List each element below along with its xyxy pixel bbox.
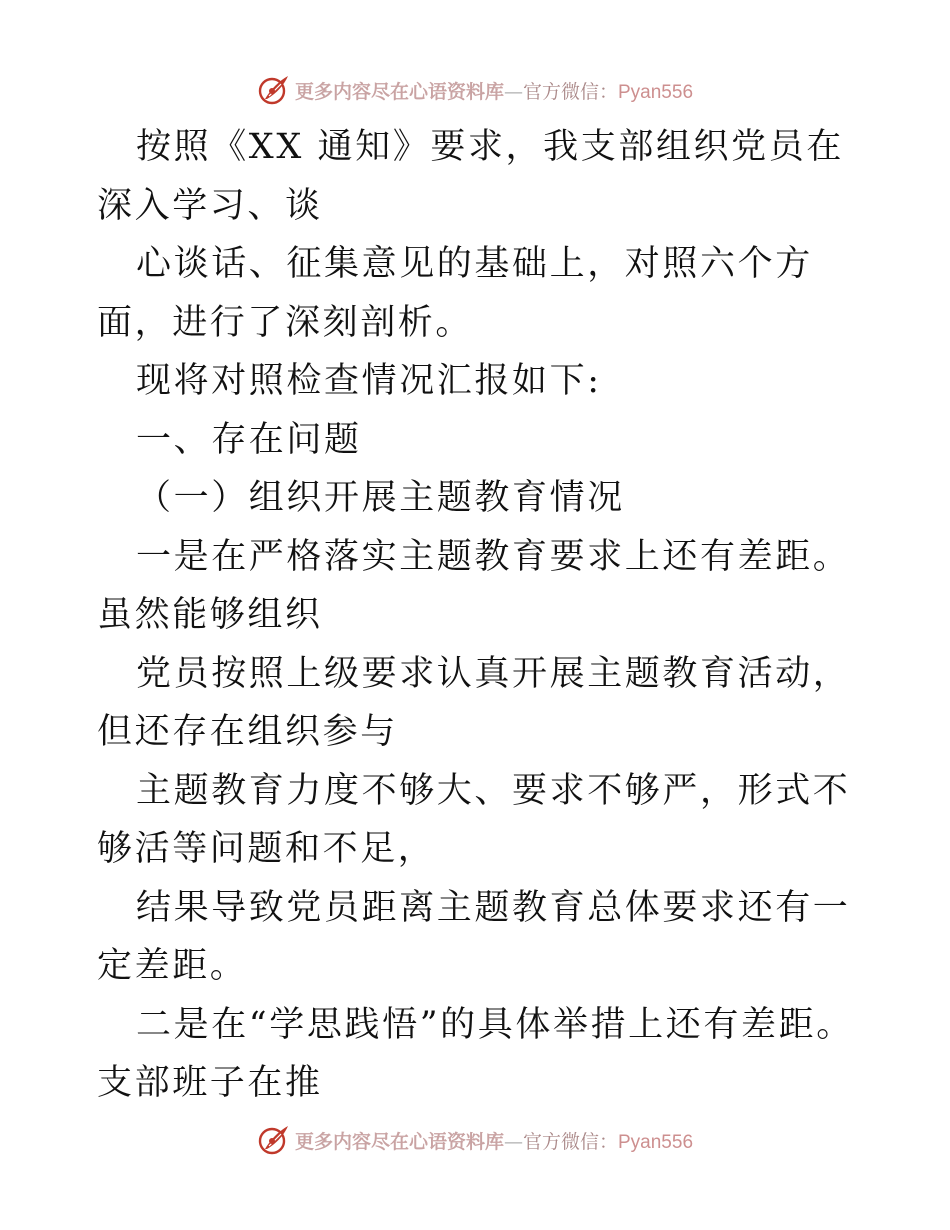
paragraph: 结果导致党员距离主题教育总体要求还有一定差距。	[97, 887, 851, 986]
watermark-wechat-id: Pyan556	[618, 81, 694, 103]
watermark-title: 更多内容尽在心语资料库	[294, 80, 504, 103]
watermark-wechat-id: Pyan556	[618, 1131, 694, 1153]
header-watermark	[0, 70, 950, 110]
document-body	[97, 118, 855, 1113]
watermark-separator: —	[503, 80, 523, 103]
paragraph: 党员按照上级要求认真开展主题教育活动，但还存在组织参与	[97, 653, 851, 752]
watermark-title: 更多内容尽在心语资料库	[294, 1130, 504, 1153]
paragraph: 心谈话、征集意见的基础上，对照六个方面，进行了深刻剖析。	[97, 244, 813, 343]
paragraph: 按照《XX 通知》要求，我支部组织党员在深入学习、谈	[97, 127, 844, 226]
footer-watermark	[0, 1120, 950, 1160]
paragraph: 现将对照检查情况汇报如下:	[136, 361, 602, 401]
feather-pen-logo-icon	[257, 1123, 291, 1157]
watermark-wechat-label: 官方微信：	[522, 80, 618, 103]
paragraph: 二是在“学思践悟”的具体举措上还有差距。支部班子在推	[97, 1004, 854, 1103]
paragraph: 主题教育力度不够大、要求不够严，形式不够活等问题和不足，	[97, 770, 851, 869]
subsection-heading: （一）组织开展主题教育情况	[136, 478, 625, 518]
section-heading: 一、存在问题	[136, 419, 362, 460]
paragraph: 一是在严格落实主题教育要求上还有差距。虽然能够组织	[97, 536, 851, 635]
watermark-wechat-label: 官方微信：	[522, 1130, 618, 1153]
feather-pen-logo-icon	[257, 73, 291, 107]
watermark-separator: —	[503, 1130, 523, 1153]
